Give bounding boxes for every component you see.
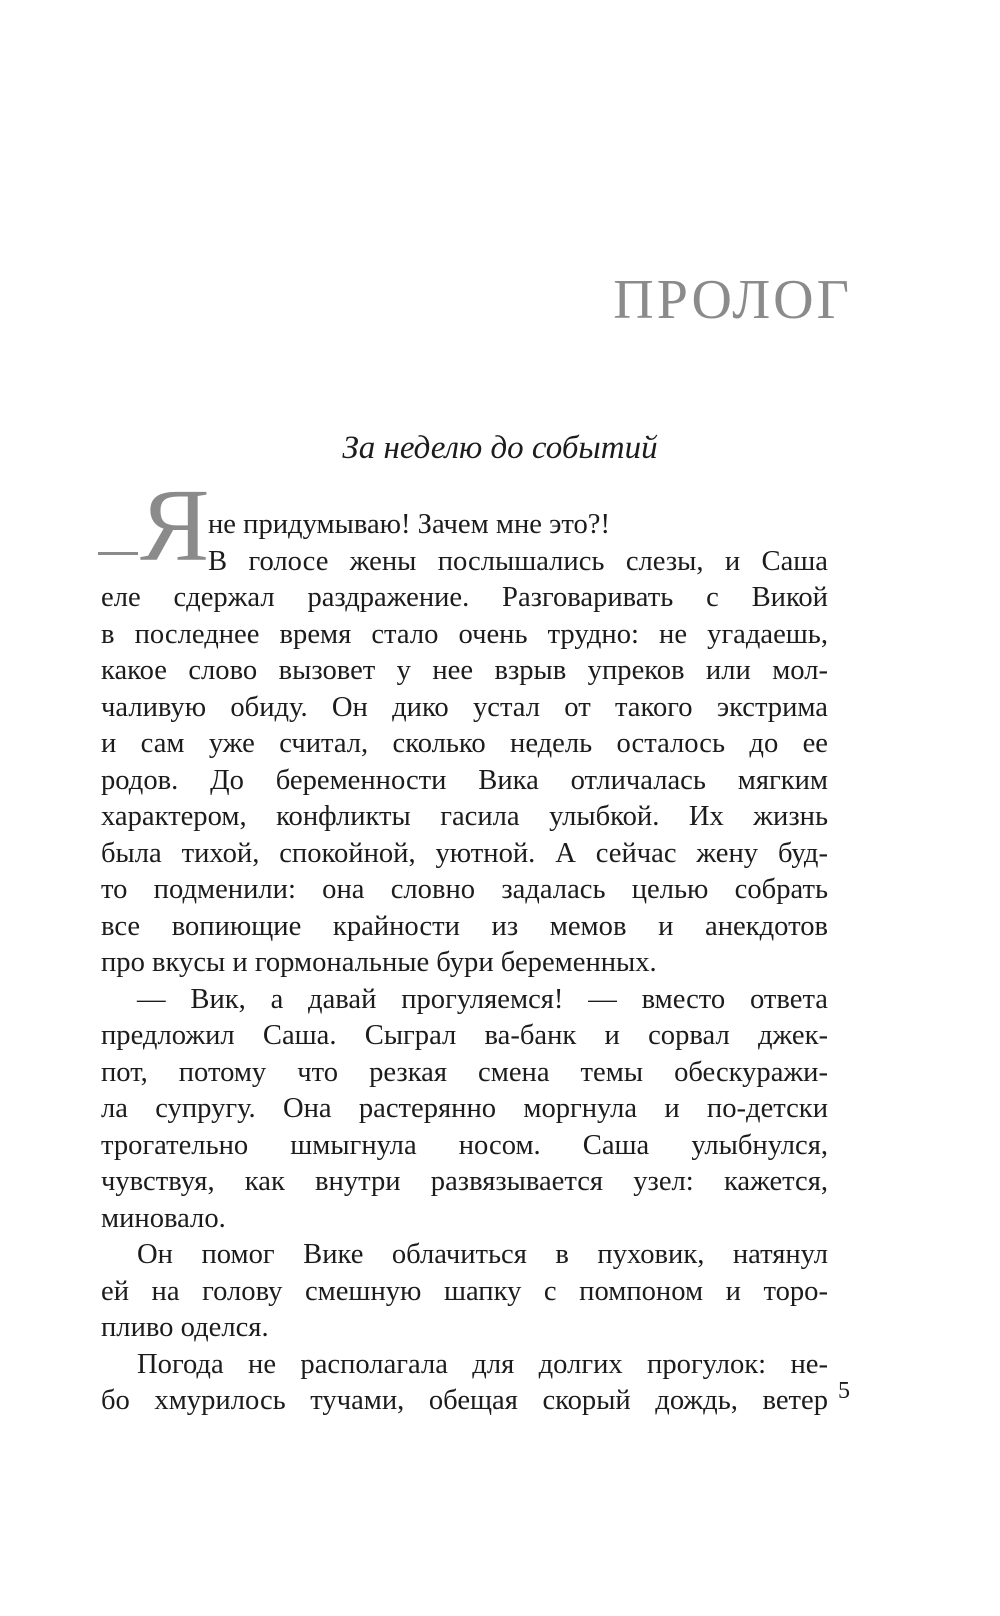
text-line: не придумываю! Зачем мне это?! <box>208 509 610 540</box>
text-line: чаливую обиду. Он дико устал от такого экстрима <box>101 691 828 723</box>
text-line: еле сдержал раздражение. Разговаривать с Викой <box>101 582 828 613</box>
text-line: про вкусы и гормональные бури беременных. <box>101 947 657 978</box>
text-line: пливо оделся. <box>101 1312 269 1343</box>
chapter-subtitle: За неделю до событий <box>342 430 658 466</box>
text-line: миновало. <box>101 1202 226 1234</box>
text-line: какое слово вызовет у нее взрыв упреков или мол- <box>101 655 828 686</box>
text-line: чувствуя, как внутри развязывается узел: кажется, <box>101 1166 828 1197</box>
text-line: характером, конфликты гасила улыбкой. Их жизнь <box>101 801 828 832</box>
text-line: в последнее время стало очень трудно: не угадаешь, <box>101 618 828 650</box>
text-line: В голосе жены послышались слезы, и Саша <box>208 545 828 577</box>
text-line: все вопиющие крайности из мемов и анекдотов <box>101 910 828 942</box>
text-line: — Вик, а давай прогуляемся! — вместо ответа <box>137 983 828 1015</box>
text-line: пот, потому что резкая смена темы обескуражи- <box>101 1056 828 1088</box>
chapter-title: ПРОЛОГ <box>613 269 852 331</box>
text-line: Погода не располагала для долгих прогулок: не- <box>137 1348 828 1380</box>
text-line: родов. До беременности Вика отличалась мягким <box>101 764 828 796</box>
text-line: бо хмурилось тучами, обещая скорый дождь, ветер <box>101 1385 828 1416</box>
text-line: трогательно шмыгнула носом. Саша улыбнулся, <box>101 1129 828 1161</box>
text-line: ей на голову смешную шапку с помпоном и торо- <box>101 1275 828 1307</box>
text-line: и сам уже считал, сколько недель осталось до ее <box>101 728 828 759</box>
text-line: Он помог Вике облачиться в пуховик, натянул <box>137 1239 828 1270</box>
text-line: ла супругу. Она растерянно моргнула и по-детски <box>101 1093 828 1124</box>
drop-cap-letter: Я <box>140 468 210 583</box>
body-text <box>101 507 828 1420</box>
page-number: 5 <box>838 1378 850 1404</box>
text-line: была тихой, спокойной, уютной. А сейчас жену буд- <box>101 837 828 869</box>
text-line: предложил Саша. Сыграл ва-банк и сорвал джек- <box>101 1020 828 1051</box>
text-line: то подменили: она словно задалась целью собрать <box>101 874 828 905</box>
